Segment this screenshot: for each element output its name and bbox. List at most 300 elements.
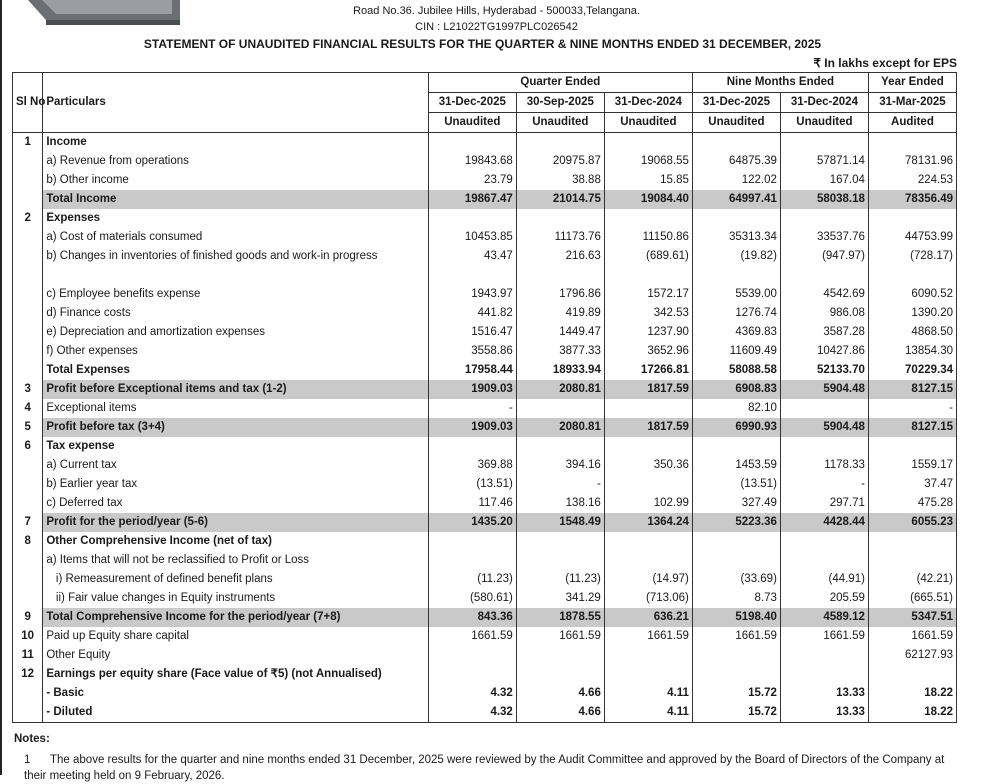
row-value — [868, 551, 956, 570]
date-header: 31-Dec-2024 — [604, 93, 692, 113]
row-value: 394.16 — [516, 456, 604, 475]
row-serial — [13, 171, 43, 190]
row-value: 636.21 — [604, 608, 692, 627]
row-value: 19084.40 — [604, 190, 692, 209]
row-value: 419.89 — [516, 304, 604, 323]
row-value: 6908.83 — [692, 380, 780, 399]
row-value: 5904.48 — [780, 418, 868, 437]
row-value — [516, 532, 604, 551]
row-serial — [13, 285, 43, 304]
row-particular: Profit before tax (3+4) — [43, 418, 428, 437]
row-value: - — [868, 399, 956, 418]
row-value: 21014.75 — [516, 190, 604, 209]
row-serial — [13, 361, 43, 380]
row-value: 37.47 — [868, 475, 956, 494]
row-value — [604, 266, 692, 285]
row-value: (42.21) — [868, 570, 956, 589]
row-serial — [13, 190, 43, 209]
row-value: (13.51) — [692, 475, 780, 494]
date-header: 31-Mar-2025 — [868, 93, 956, 113]
row-value: 13.33 — [780, 684, 868, 703]
row-value: 13.33 — [780, 703, 868, 723]
row-serial: 7 — [13, 513, 43, 532]
row-value: 8127.15 — [868, 418, 956, 437]
financial-results-table — [12, 72, 957, 723]
row-value: (11.23) — [516, 570, 604, 589]
date-header: 31-Dec-2025 — [428, 93, 516, 113]
row-value: 19068.55 — [604, 152, 692, 171]
row-value: 1909.03 — [428, 380, 516, 399]
row-particular: b) Changes in inventories of finished goods and work-in progress — [43, 247, 428, 266]
row-value: 3652.96 — [604, 342, 692, 361]
row-value — [692, 532, 780, 551]
row-value — [516, 399, 604, 418]
table-row — [13, 437, 957, 456]
table-row — [13, 361, 957, 380]
row-value: 1817.59 — [604, 380, 692, 399]
row-value: (44.91) — [780, 570, 868, 589]
audit-status-header: Audited — [868, 113, 956, 133]
row-value — [428, 133, 516, 153]
row-value: 18933.94 — [516, 361, 604, 380]
row-value — [604, 475, 692, 494]
row-value: 82.10 — [692, 399, 780, 418]
row-value — [780, 209, 868, 228]
table-row — [13, 190, 957, 209]
row-value: 5904.48 — [780, 380, 868, 399]
row-value — [604, 665, 692, 684]
row-value — [692, 133, 780, 153]
row-value: 44753.99 — [868, 228, 956, 247]
row-value: 64875.39 — [692, 152, 780, 171]
row-value: 843.36 — [428, 608, 516, 627]
table-row — [13, 304, 957, 323]
row-value: 1817.59 — [604, 418, 692, 437]
row-value — [692, 266, 780, 285]
row-value — [604, 399, 692, 418]
row-value — [428, 646, 516, 665]
row-value: 4369.83 — [692, 323, 780, 342]
row-value — [604, 437, 692, 456]
row-value — [780, 437, 868, 456]
row-value: 297.71 — [780, 494, 868, 513]
row-serial: 2 — [13, 209, 43, 228]
row-value — [516, 266, 604, 285]
row-particular: - Basic — [43, 684, 428, 703]
row-value: 38.88 — [516, 171, 604, 190]
row-value: 19867.47 — [428, 190, 516, 209]
particulars-header: Particulars — [43, 73, 428, 133]
row-value: 3587.28 — [780, 323, 868, 342]
row-value — [428, 532, 516, 551]
row-serial: 3 — [13, 380, 43, 399]
row-value — [516, 209, 604, 228]
year-ended-header: Year Ended — [868, 73, 956, 93]
row-value — [780, 551, 868, 570]
results-body — [13, 133, 957, 723]
table-row — [13, 608, 957, 627]
row-value — [516, 665, 604, 684]
row-value: 10427.86 — [780, 342, 868, 361]
row-particular: Total Comprehensive Income for the period/year (7+8) — [43, 608, 428, 627]
row-particular: a) Items that will not be reclassified to Profit or Loss — [43, 551, 428, 570]
row-value: 1909.03 — [428, 418, 516, 437]
row-value: 350.36 — [604, 456, 692, 475]
row-particular: Income — [43, 133, 428, 153]
row-value: 3558.86 — [428, 342, 516, 361]
row-value — [428, 437, 516, 456]
row-value: - — [428, 399, 516, 418]
row-value: (689.61) — [604, 247, 692, 266]
row-value — [780, 133, 868, 153]
row-serial: 8 — [13, 532, 43, 551]
row-value: 57871.14 — [780, 152, 868, 171]
row-value: 3877.33 — [516, 342, 604, 361]
row-value: 4.66 — [516, 684, 604, 703]
row-value: 11609.49 — [692, 342, 780, 361]
row-serial: 9 — [13, 608, 43, 627]
table-row — [13, 152, 957, 171]
row-value — [428, 266, 516, 285]
row-value: 8127.15 — [868, 380, 956, 399]
row-particular: a) Cost of materials consumed — [43, 228, 428, 247]
row-value: 1276.74 — [692, 304, 780, 323]
note-text: The above results for the quarter and nine months ended 31 December, 2025 were reviewed by the Audit Committee and approved by the Board of Directors of the Company at their meeting held on 9 February, 2026. — [24, 754, 945, 782]
row-value: 1364.24 — [604, 513, 692, 532]
table-row — [13, 171, 957, 190]
table-row — [13, 532, 957, 551]
row-value: 1661.59 — [604, 627, 692, 646]
table-row — [13, 456, 957, 475]
row-serial — [13, 589, 43, 608]
row-value — [868, 209, 956, 228]
table-row — [13, 627, 957, 646]
row-value: 1661.59 — [868, 627, 956, 646]
row-value: 15.85 — [604, 171, 692, 190]
row-particular: c) Deferred tax — [43, 494, 428, 513]
row-value: 4.66 — [516, 703, 604, 723]
notes-heading: Notes: — [14, 733, 50, 745]
row-value: 4.32 — [428, 703, 516, 723]
company-cin: CIN : L21022TG1997PLC026542 — [415, 21, 578, 33]
row-value: 6990.93 — [692, 418, 780, 437]
table-row — [13, 266, 957, 285]
row-value: 18.22 — [868, 703, 956, 723]
row-value — [868, 532, 956, 551]
row-serial — [13, 323, 43, 342]
row-value: 205.59 — [780, 589, 868, 608]
row-value: 64997.41 — [692, 190, 780, 209]
row-value — [428, 551, 516, 570]
table-row — [13, 570, 957, 589]
row-serial — [13, 475, 43, 494]
row-value — [516, 133, 604, 153]
row-value: 102.99 — [604, 494, 692, 513]
row-value: 342.53 — [604, 304, 692, 323]
row-value: 5539.00 — [692, 285, 780, 304]
row-value: 138.16 — [516, 494, 604, 513]
row-value: 78356.49 — [868, 190, 956, 209]
row-particular — [43, 266, 428, 285]
row-value: 10453.85 — [428, 228, 516, 247]
row-value: 1178.33 — [780, 456, 868, 475]
row-value: 1390.20 — [868, 304, 956, 323]
row-value: 1661.59 — [516, 627, 604, 646]
table-row — [13, 475, 957, 494]
row-value: 1559.17 — [868, 456, 956, 475]
row-value: 78131.96 — [868, 152, 956, 171]
row-particular: Paid up Equity share capital — [43, 627, 428, 646]
date-header: 30-Sep-2025 — [516, 93, 604, 113]
row-value: 11173.76 — [516, 228, 604, 247]
row-particular: Total Income — [43, 190, 428, 209]
row-value: (713.06) — [604, 589, 692, 608]
table-row — [13, 589, 957, 608]
row-value: 1661.59 — [692, 627, 780, 646]
row-particular: Profit for the period/year (5-6) — [43, 513, 428, 532]
row-serial — [13, 570, 43, 589]
row-value — [692, 209, 780, 228]
row-value: 1435.20 — [428, 513, 516, 532]
row-value: 475.28 — [868, 494, 956, 513]
company-address: Road No.36. Jubilee Hills, Hyderabad - 500033,Telangana. — [353, 5, 640, 17]
row-value: 1453.59 — [692, 456, 780, 475]
table-row — [13, 665, 957, 684]
row-serial: 5 — [13, 418, 43, 437]
row-particular: b) Other income — [43, 171, 428, 190]
date-header: 31-Dec-2024 — [780, 93, 868, 113]
row-particular: Tax expense — [43, 437, 428, 456]
row-value: - — [516, 475, 604, 494]
row-value — [604, 646, 692, 665]
table-row — [13, 684, 957, 703]
table-row — [13, 209, 957, 228]
row-serial — [13, 266, 43, 285]
row-value — [604, 209, 692, 228]
row-value: 224.53 — [868, 171, 956, 190]
audit-status-header: Unaudited — [780, 113, 868, 133]
nine-months-ended-header: Nine Months Ended — [692, 73, 868, 93]
row-serial: 6 — [13, 437, 43, 456]
row-particular: Total Expenses — [43, 361, 428, 380]
row-value: 1661.59 — [428, 627, 516, 646]
row-value: 4.11 — [604, 703, 692, 723]
row-value: 6090.52 — [868, 285, 956, 304]
row-value: 369.88 — [428, 456, 516, 475]
row-value: 2080.81 — [516, 380, 604, 399]
table-row — [13, 646, 957, 665]
row-value: (11.23) — [428, 570, 516, 589]
row-value: 5223.36 — [692, 513, 780, 532]
row-serial — [13, 247, 43, 266]
row-value: 35313.34 — [692, 228, 780, 247]
row-value: 1661.59 — [780, 627, 868, 646]
row-value: 62127.93 — [868, 646, 956, 665]
row-value: 216.63 — [516, 247, 604, 266]
row-value — [692, 665, 780, 684]
row-value: 6055.23 — [868, 513, 956, 532]
row-value: 1943.97 — [428, 285, 516, 304]
row-serial — [13, 551, 43, 570]
row-value: (728.17) — [868, 247, 956, 266]
row-value: 1449.47 — [516, 323, 604, 342]
row-value: 1878.55 — [516, 608, 604, 627]
table-row — [13, 133, 957, 153]
row-serial: 10 — [13, 627, 43, 646]
row-particular: a) Revenue from operations — [43, 152, 428, 171]
note-number: 1 — [24, 754, 31, 766]
row-value: 1516.47 — [428, 323, 516, 342]
row-particular: ii) Fair value changes in Equity instruments — [43, 589, 428, 608]
sl-no-header: Sl No — [13, 73, 43, 133]
row-value — [428, 665, 516, 684]
row-value — [868, 665, 956, 684]
row-value: 11150.86 — [604, 228, 692, 247]
row-value: 17958.44 — [428, 361, 516, 380]
row-value — [780, 646, 868, 665]
row-value — [780, 532, 868, 551]
row-serial — [13, 342, 43, 361]
row-value: 4868.50 — [868, 323, 956, 342]
row-particular: e) Depreciation and amortization expenses — [43, 323, 428, 342]
row-value — [868, 437, 956, 456]
row-value — [604, 532, 692, 551]
row-value: (13.51) — [428, 475, 516, 494]
row-particular: Profit before Exceptional items and tax (1-2) — [43, 380, 428, 399]
row-value: (19.82) — [692, 247, 780, 266]
row-particular: b) Earlier year tax — [43, 475, 428, 494]
row-particular: Other Comprehensive Income (net of tax) — [43, 532, 428, 551]
quarter-ended-header: Quarter Ended — [428, 73, 692, 93]
row-value: (33.69) — [692, 570, 780, 589]
row-particular: d) Finance costs — [43, 304, 428, 323]
table-row — [13, 418, 957, 437]
table-row — [13, 703, 957, 723]
table-row — [13, 285, 957, 304]
row-value: 52133.70 — [780, 361, 868, 380]
row-value: 15.72 — [692, 703, 780, 723]
row-value: - — [780, 475, 868, 494]
row-value — [516, 646, 604, 665]
row-serial — [13, 684, 43, 703]
row-serial — [13, 456, 43, 475]
row-value: 4.11 — [604, 684, 692, 703]
audit-status-header: Unaudited — [604, 113, 692, 133]
row-serial — [13, 494, 43, 513]
row-value: (947.97) — [780, 247, 868, 266]
statement-title: STATEMENT OF UNAUDITED FINANCIAL RESULTS FOR THE QUARTER & NINE MONTHS ENDED 31 DECEMBER, 2025 — [143, 37, 822, 51]
table-row — [13, 247, 957, 266]
row-value: 20975.87 — [516, 152, 604, 171]
row-particular: Earnings per equity share (Face value of ₹5) (not Annualised) — [43, 665, 428, 684]
row-value: 1572.17 — [604, 285, 692, 304]
row-value — [604, 551, 692, 570]
row-value: 43.47 — [428, 247, 516, 266]
row-value — [516, 437, 604, 456]
row-serial — [13, 152, 43, 171]
row-value: 4.32 — [428, 684, 516, 703]
units-note: ₹ In lakhs except for EPS — [813, 56, 957, 70]
row-value — [692, 551, 780, 570]
row-particular: i) Remeasurement of defined benefit plans — [43, 570, 428, 589]
row-value — [868, 266, 956, 285]
row-value: 58088.58 — [692, 361, 780, 380]
row-particular: Expenses — [43, 209, 428, 228]
row-value: 327.49 — [692, 494, 780, 513]
row-value: 19843.68 — [428, 152, 516, 171]
table-row — [13, 380, 957, 399]
row-value: 13854.30 — [868, 342, 956, 361]
row-value — [780, 665, 868, 684]
row-value: 341.29 — [516, 589, 604, 608]
row-value — [780, 266, 868, 285]
row-value: 4589.12 — [780, 608, 868, 627]
row-value: (14.97) — [604, 570, 692, 589]
table-row — [13, 513, 957, 532]
row-value: 18.22 — [868, 684, 956, 703]
audit-status-header: Unaudited — [516, 113, 604, 133]
row-serial — [13, 703, 43, 723]
row-value: 4542.69 — [780, 285, 868, 304]
audit-status-header: Unaudited — [692, 113, 780, 133]
row-value — [692, 646, 780, 665]
note-item — [24, 752, 964, 784]
row-serial: 1 — [13, 133, 43, 153]
table-row — [13, 228, 957, 247]
row-serial: 12 — [13, 665, 43, 684]
row-value — [516, 551, 604, 570]
row-value: (580.61) — [428, 589, 516, 608]
row-value: 167.04 — [780, 171, 868, 190]
row-value — [868, 133, 956, 153]
row-value — [428, 209, 516, 228]
row-serial: 4 — [13, 399, 43, 418]
row-particular: a) Current tax — [43, 456, 428, 475]
row-value: 4428.44 — [780, 513, 868, 532]
row-value: 117.46 — [428, 494, 516, 513]
row-serial: 11 — [13, 646, 43, 665]
row-value: 23.79 — [428, 171, 516, 190]
table-row — [13, 551, 957, 570]
row-particular: c) Employee benefits expense — [43, 285, 428, 304]
row-value: 1237.90 — [604, 323, 692, 342]
date-header: 31-Dec-2025 — [692, 93, 780, 113]
row-value: 122.02 — [692, 171, 780, 190]
row-value — [604, 133, 692, 153]
row-value: 15.72 — [692, 684, 780, 703]
row-serial — [13, 228, 43, 247]
row-value — [780, 399, 868, 418]
row-particular: f) Other expenses — [43, 342, 428, 361]
row-value: 5198.40 — [692, 608, 780, 627]
row-value: 58038.18 — [780, 190, 868, 209]
table-row — [13, 342, 957, 361]
row-value: 5347.51 — [868, 608, 956, 627]
table-row — [13, 323, 957, 342]
row-particular: Other Equity — [43, 646, 428, 665]
row-serial — [13, 304, 43, 323]
row-particular: - Diluted — [43, 703, 428, 723]
row-value: 1796.86 — [516, 285, 604, 304]
row-value: 17266.81 — [604, 361, 692, 380]
row-value: 1548.49 — [516, 513, 604, 532]
table-row — [13, 494, 957, 513]
row-value: 986.08 — [780, 304, 868, 323]
row-value: 441.82 — [428, 304, 516, 323]
table-row — [13, 399, 957, 418]
row-value: 2080.81 — [516, 418, 604, 437]
row-value: 8.73 — [692, 589, 780, 608]
